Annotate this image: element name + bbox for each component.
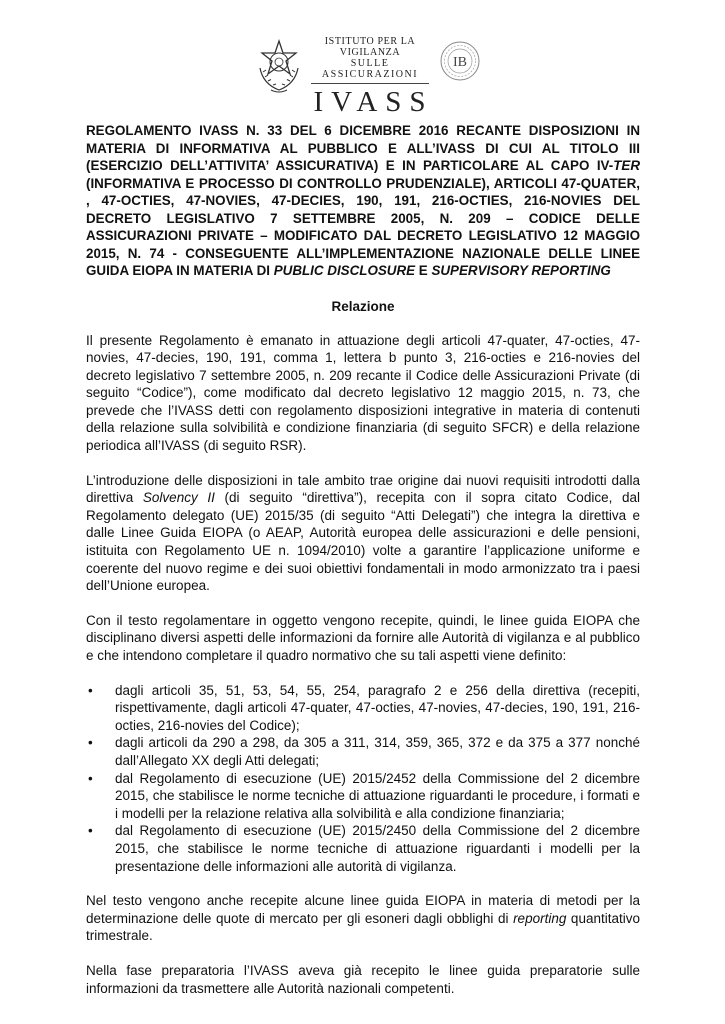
title-italic-supervisory-reporting: SUPERVISORY REPORTING: [431, 263, 611, 278]
title-text: REGOLAMENTO IVASS N. 33 DEL 6 DICEMBRE 2016 RECANTE DISPOSIZIONI IN MATERIA DI INFORMATIVA AL PUBBLICO E ALL’IVASS DI CUI AL TITOLO III (ESERCIZIO DELL’ATTIVITA’ ASSICURATIVA) E IN PARTICOLARE AL CAPO IV-: [86, 123, 640, 173]
seal-monogram: IB: [453, 55, 467, 70]
paragraph-text: L’introduzione delle disposizioni in tale ambito trae origine dai nuovi requisiti introdotti dalla direttiva: [86, 472, 640, 506]
ivass-letterhead: [255, 32, 485, 118]
italic-reporting: reporting: [513, 910, 567, 926]
bullet-icon: •: [88, 682, 93, 698]
paragraph-1: Il presente Regolamento è emanato in attuazione degli articoli 47-quater, 47-octies, 47-novies, 47-decies, 190, 191, comma 1, lettera b punto 3, 216-octies e 216-novies del decreto legislativo 7 settembre 2005, n. 209 recante il Codice delle Assicurazioni Private (di seguito “Codice”), come modificato dal decreto legislativo 12 maggio 2015, n. 73, che prevede che l’IVASS detti con regolamento disposizioni integrative in materia di contenuti della relazione sulla solvibilità e condizione finanziaria (di seguito SFCR) e della relazione periodica all’IVASS (di seguito RSR).: [86, 332, 640, 454]
list-item: [86, 734, 640, 769]
ivass-wordmark: [305, 36, 435, 118]
institute-name-line2: SULLE ASSICURAZIONI: [321, 58, 419, 80]
institute-name-line1: ISTITUTO PER LA VIGILANZA: [324, 36, 416, 58]
title-text: E: [415, 263, 432, 278]
title-italic-ter: TER: [613, 158, 640, 173]
bullet-list: [86, 682, 640, 876]
section-heading: Relazione: [331, 298, 395, 314]
paragraph-text: (di seguito “direttiva”), recepita con il sopra citato Codice, dal Regolamento delegato (UE) 2015/35 (di seguito “Atti Delegati”) che integra la direttiva e dalle Linee Guida EIOPA (o AEAP, Autorità europea delle assicurazioni e delle pensioni, istituita con Regolamento UE n. 1094/2010) volte a garantire l’applicazione uniforme e coerente del nuovo regime e dei suoi obiettivi fondamentali in modo armonizzato tra i paesi dell’Unione europea.: [86, 490, 640, 594]
paragraph-text: quantitativo trimestrale.: [86, 910, 640, 944]
title-italic-public-disclosure: PUBLIC DISCLOSURE: [273, 263, 416, 278]
italian-republic-emblem-icon: [255, 38, 303, 94]
title-text: (INFORMATIVA E PROCESSO DI CONTROLLO PRUDENZIALE), ARTICOLI 47-QUATER, , 47-OCTIES, 47-NOVIES, 47-DECIES, 190, 191, 216-OCTIES, 216-NOVIES DEL DECRETO LEGISLATIVO 7 SETTEMBRE 2005, N. 209 – CODICE DELLE ASSICURAZIONI PRIVATE – MODIFICATO DAL DECRETO LEGISLATIVO 12 MAGGIO 2015, N. 74 - CONSEGUENTE ALL’IMPLEMENTAZIONE NAZIONALE DELLE LINEE GUIDA EIOPA IN MATERIA DI: [86, 175, 640, 278]
bullet-icon: •: [88, 770, 93, 786]
paragraph-4: [86, 892, 640, 945]
list-item: [86, 822, 640, 875]
italic-solvency-ii: Solvency II: [142, 490, 215, 506]
list-item-text: dagli articoli 35, 51, 53, 54, 55, 254, paragrafo 2 e 256 della direttiva (recepiti, rispettivamente, dagli articoli 47-quater, 47-octies, 47-novies, 47-decies, 190, 191, 216-octies, 216-novies del Codice);: [115, 682, 640, 733]
paragraph-text: Nel testo vengono anche recepite alcune linee guida EIOPA in materia di metodi per la determinazione delle quote di mercato per gli esoneri dagli obblighi di: [86, 893, 640, 926]
ivass-seal-icon: [439, 40, 481, 82]
header-rule: [311, 83, 429, 84]
list-item-text: dal Regolamento di esecuzione (UE) 2015/2452 della Commissione del 2 dicembre 2015, che stabilisce le norme tecniche di attuazione riguardanti le procedure, i formati e i modelli per la relazione relativa alla solvibilità e alla condizione finanziaria;: [115, 770, 640, 821]
bullet-icon: •: [88, 823, 93, 839]
list-item: [86, 682, 640, 735]
list-item-text: dal Regolamento di esecuzione (UE) 2015/2450 della Commissione del 2 dicembre 2015, che stabilisce le norme tecniche di attuazione riguardanti i modelli per la presentazione delle informazioni alle autorità di vigilanza.: [115, 823, 640, 874]
paragraph-5: Nella fase preparatoria l’IVASS aveva già recepito le linee guida preparatorie sulle informazioni da trasmettere alle Autorità nazionali competenti.: [86, 962, 640, 996]
document-body: [86, 122, 640, 1014]
paragraph-3: Con il testo regolamentare in oggetto vengono recepite, quindi, le linee guida EIOPA che disciplinano diversi aspetti delle informazioni da fornire alle Autorità di vigilanza e al pubblico e che intendono completare il quadro normativo che su tali aspetti viene definito:: [86, 612, 640, 663]
list-item: [86, 770, 640, 823]
regulation-title: [86, 122, 640, 280]
ivass-name: IVASS: [313, 86, 434, 118]
list-item-text: dagli articoli da 290 a 298, da 305 a 311, 314, 359, 365, 372 e da 375 a 377 nonché dall’Allegato XX degli Atti delegati;: [115, 735, 640, 768]
paragraph-2: [86, 472, 640, 595]
bullet-icon: •: [88, 735, 93, 751]
